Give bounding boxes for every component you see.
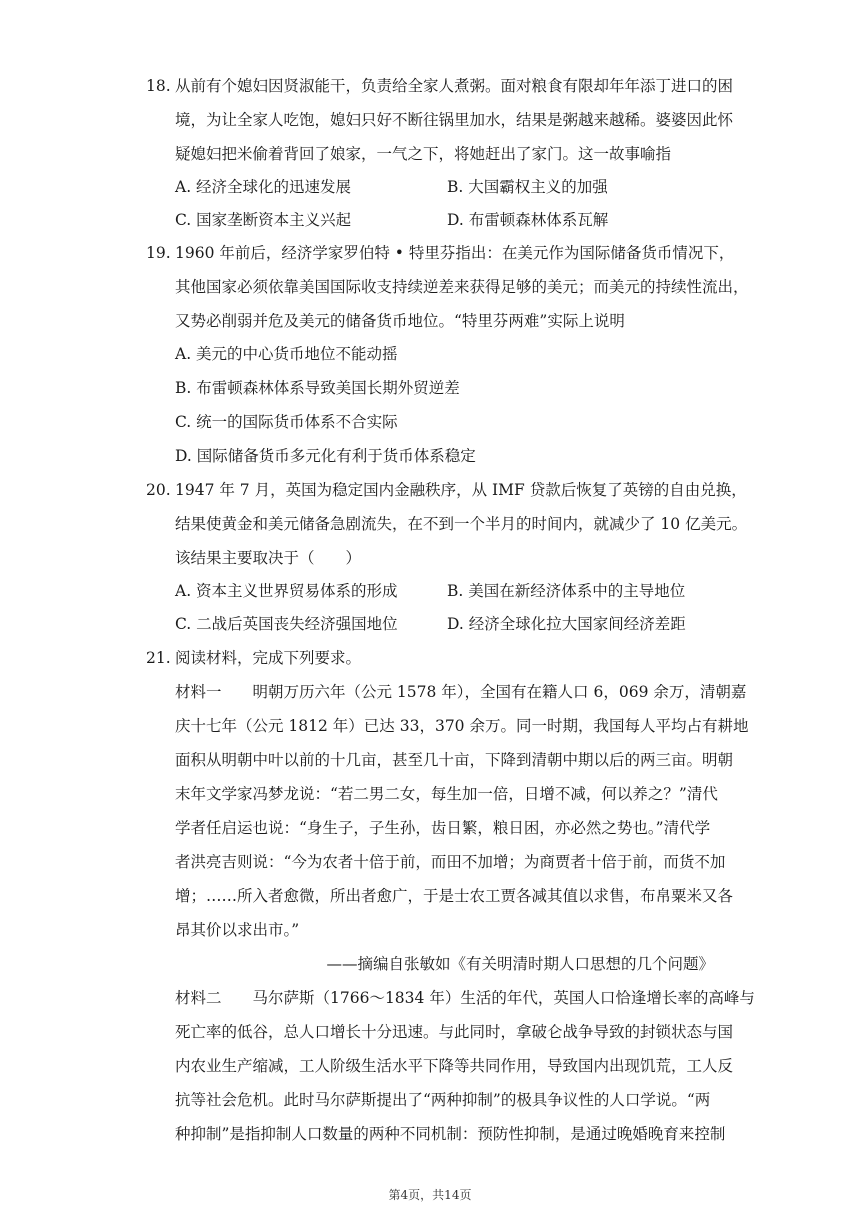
q19-stem-line: 又势必削弱并危及美元的储备货币地位。“特里芬两难”实际上说明	[175, 312, 625, 330]
q21-intro: 阅读材料，完成下列要求。	[175, 649, 362, 667]
q21-number: 21.	[146, 649, 171, 667]
material-two-line: 内农业生产缩减，工人阶级生活水平下降等共同作用，导致国内出现饥荒，工人反	[175, 1057, 734, 1075]
q19-option-c: C. 统一的国际货币体系不合实际	[175, 413, 398, 431]
material-one-line: 增；……所入者愈微，所出者愈广，于是士农工贾各减其值以求售，布帛粟米又各	[175, 887, 734, 905]
q19-option-d: D. 国际储备货币多元化有利于货币体系稳定	[175, 447, 476, 465]
q18-stem-line: 境，为让全家人吃饱，媳妇只好不断往锅里加水，结果是粥越来越稀。婆婆因此怀	[175, 111, 734, 129]
q19-option-b: B. 布雷顿森林体系导致美国长期外贸逆差	[175, 379, 460, 397]
material-one-line: 末年文学家冯梦龙说：“若二男二女，每生加一倍，日增不减，何以养之？”清代	[175, 785, 718, 803]
q19-number: 19.	[146, 244, 171, 262]
q18-option-b: B. 大国霸权主义的加强	[447, 178, 608, 196]
q19-option-a: A. 美元的中心货币地位不能动摇	[175, 345, 398, 363]
material-two-line: 种抑制”是指抑制人口数量的两种不同机制：预防性抑制，是通过晚婚晚育来控制	[175, 1125, 726, 1143]
page-footer: 第4页，共14页	[388, 1188, 472, 1202]
q19-stem-line: 其他国家必须依靠美国国际收支持续逆差来获得足够的美元；而美元的持续性流出，	[175, 278, 749, 296]
q18-number: 18.	[146, 77, 171, 95]
q20-option-d: D. 经济全球化拉大国家间经济差距	[447, 615, 686, 633]
q18-option-d: D. 布雷顿森林体系瓦解	[447, 211, 609, 229]
material-one-line: 面积从明朝中叶以前的十几亩，甚至几十亩，下降到清朝中期以后的两三亩。明朝	[175, 751, 734, 769]
material-one-line: 庆十七年（公元 1812 年）已达 33，370 余万。同一时期，我国每人平均占有耕地	[175, 717, 749, 735]
material-one-line: 学者任启运也说：“身生子，子生孙，齿日繁，粮日困，亦必然之势也。”清代学	[175, 819, 711, 837]
material-one-line: 者洪亮吉则说：“今为农者十倍于前，而田不加增；为商贾者十倍于前，而货不加	[175, 853, 726, 871]
q20-option-a: A. 资本主义世界贸易体系的形成	[175, 582, 398, 600]
q20-stem-line: 该结果主要取决于（ ）	[175, 549, 362, 567]
q20-option-b: B. 美国在新经济体系中的主导地位	[447, 582, 686, 600]
q18-option-c: C. 国家垄断资本主义兴起	[175, 211, 352, 229]
q20-option-c: C. 二战后英国丧失经济强国地位	[175, 615, 398, 633]
material-one-source: ——摘编自张敏如《有关明清时期人口思想的几个问题》	[326, 955, 714, 973]
q20-stem-line: 1947 年 7 月，英国为稳定国内金融秩序，从 IMF 贷款后恢复了英镑的自由兑换，	[175, 481, 747, 499]
q19-stem-line: 1960 年前后，经济学家罗伯特 • 特里芬指出：在美元作为国际储备货币情况下，	[175, 244, 735, 262]
q20-number: 20.	[146, 481, 171, 499]
material-two-line: 死亡率的低谷，总人口增长十分迅速。与此同时，拿破仑战争导致的封锁状态与国	[175, 1023, 734, 1041]
material-two-line: 抗等社会危机。此时马尔萨斯提出了“两种抑制”的极具争议性的人口学说。“两	[175, 1091, 711, 1109]
q20-stem-line: 结果使黄金和美元储备急剧流失，在不到一个半月的时间内，就减少了 10 亿美元。	[175, 515, 748, 533]
q18-option-a: A. 经济全球化的迅速发展	[175, 178, 352, 196]
material-one-line: 材料一 明朝万历六年（公元 1578 年），全国有在籍人口 6，069 余万，清朝嘉	[175, 683, 747, 701]
q18-stem-line: 从前有个媳妇因贤淑能干，负责给全家人煮粥。面对粮食有限却年年添丁进口的困	[175, 77, 734, 95]
q18-stem-line: 疑媳妇把米偷着背回了娘家，一气之下，将她赶出了家门。这一故事喻指	[175, 145, 672, 163]
material-one-line: 昂其价以求出市。”	[175, 921, 300, 939]
material-two-line: 材料二 马尔萨斯（1766～1834 年）生活的年代，英国人口恰逢增长率的高峰与	[175, 989, 755, 1007]
